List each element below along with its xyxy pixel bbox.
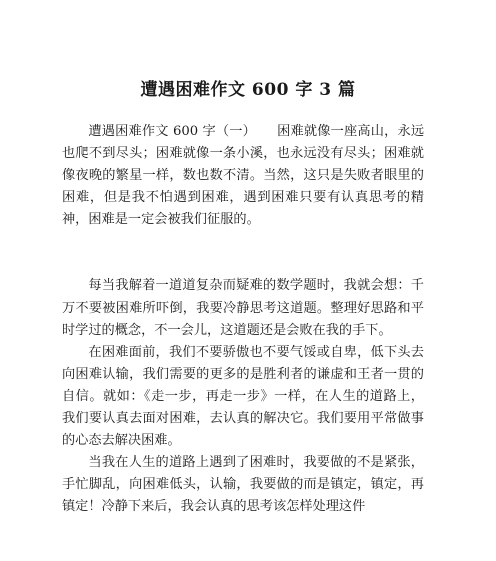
paragraph-4: 当我在人生的道路上遇到了困难时，我要做的不是紧张，手忙脚乱，向困难低头，认输，我要做的而是镇定，镇定，再镇定！冷静下来后，我会认真的思考该怎样处理这件 [62,455,424,515]
document-body [62,121,424,519]
paragraph-1-text: 困难就像一座高山，永远也爬不到尽头；困难就像一条小溪，也永远没有尽头；困难就像夜晚的繁星一样，数也数不清。当然，这只是失败者眼里的困难，但是我不怕遇到困难，遇到困难只要有认真思考的精神，困难是一定会被我们征服的。 [62,124,425,228]
paragraph-gap [62,231,424,275]
essay-heading: 遭遇困难作文 600 字（一） [88,124,257,139]
paragraph-3: 在困难面前，我们不要骄傲也不要气馁或自卑，低下头去向困难认输，我们需要的更多的是胜利者的谦虚和王者一贯的自信。就如：《走一步，再走一步》一样，在人生的道路上，我们要认真去面对困难，去认真的解决它。我们要用平常做事的心态去解决困难。 [62,344,424,449]
paragraph-1 [62,121,424,231]
document-title: 遭遇困难作文 600 字 3 篇 [140,80,356,100]
paragraph-2: 每当我解着一道道复杂而疑难的数学题时，我就会想：千万不要被困难所吓倒，我要冷静思考这道题。整理好思路和平时学过的概念，不一会儿，这道题还是会败在我的手下。 [62,278,424,338]
